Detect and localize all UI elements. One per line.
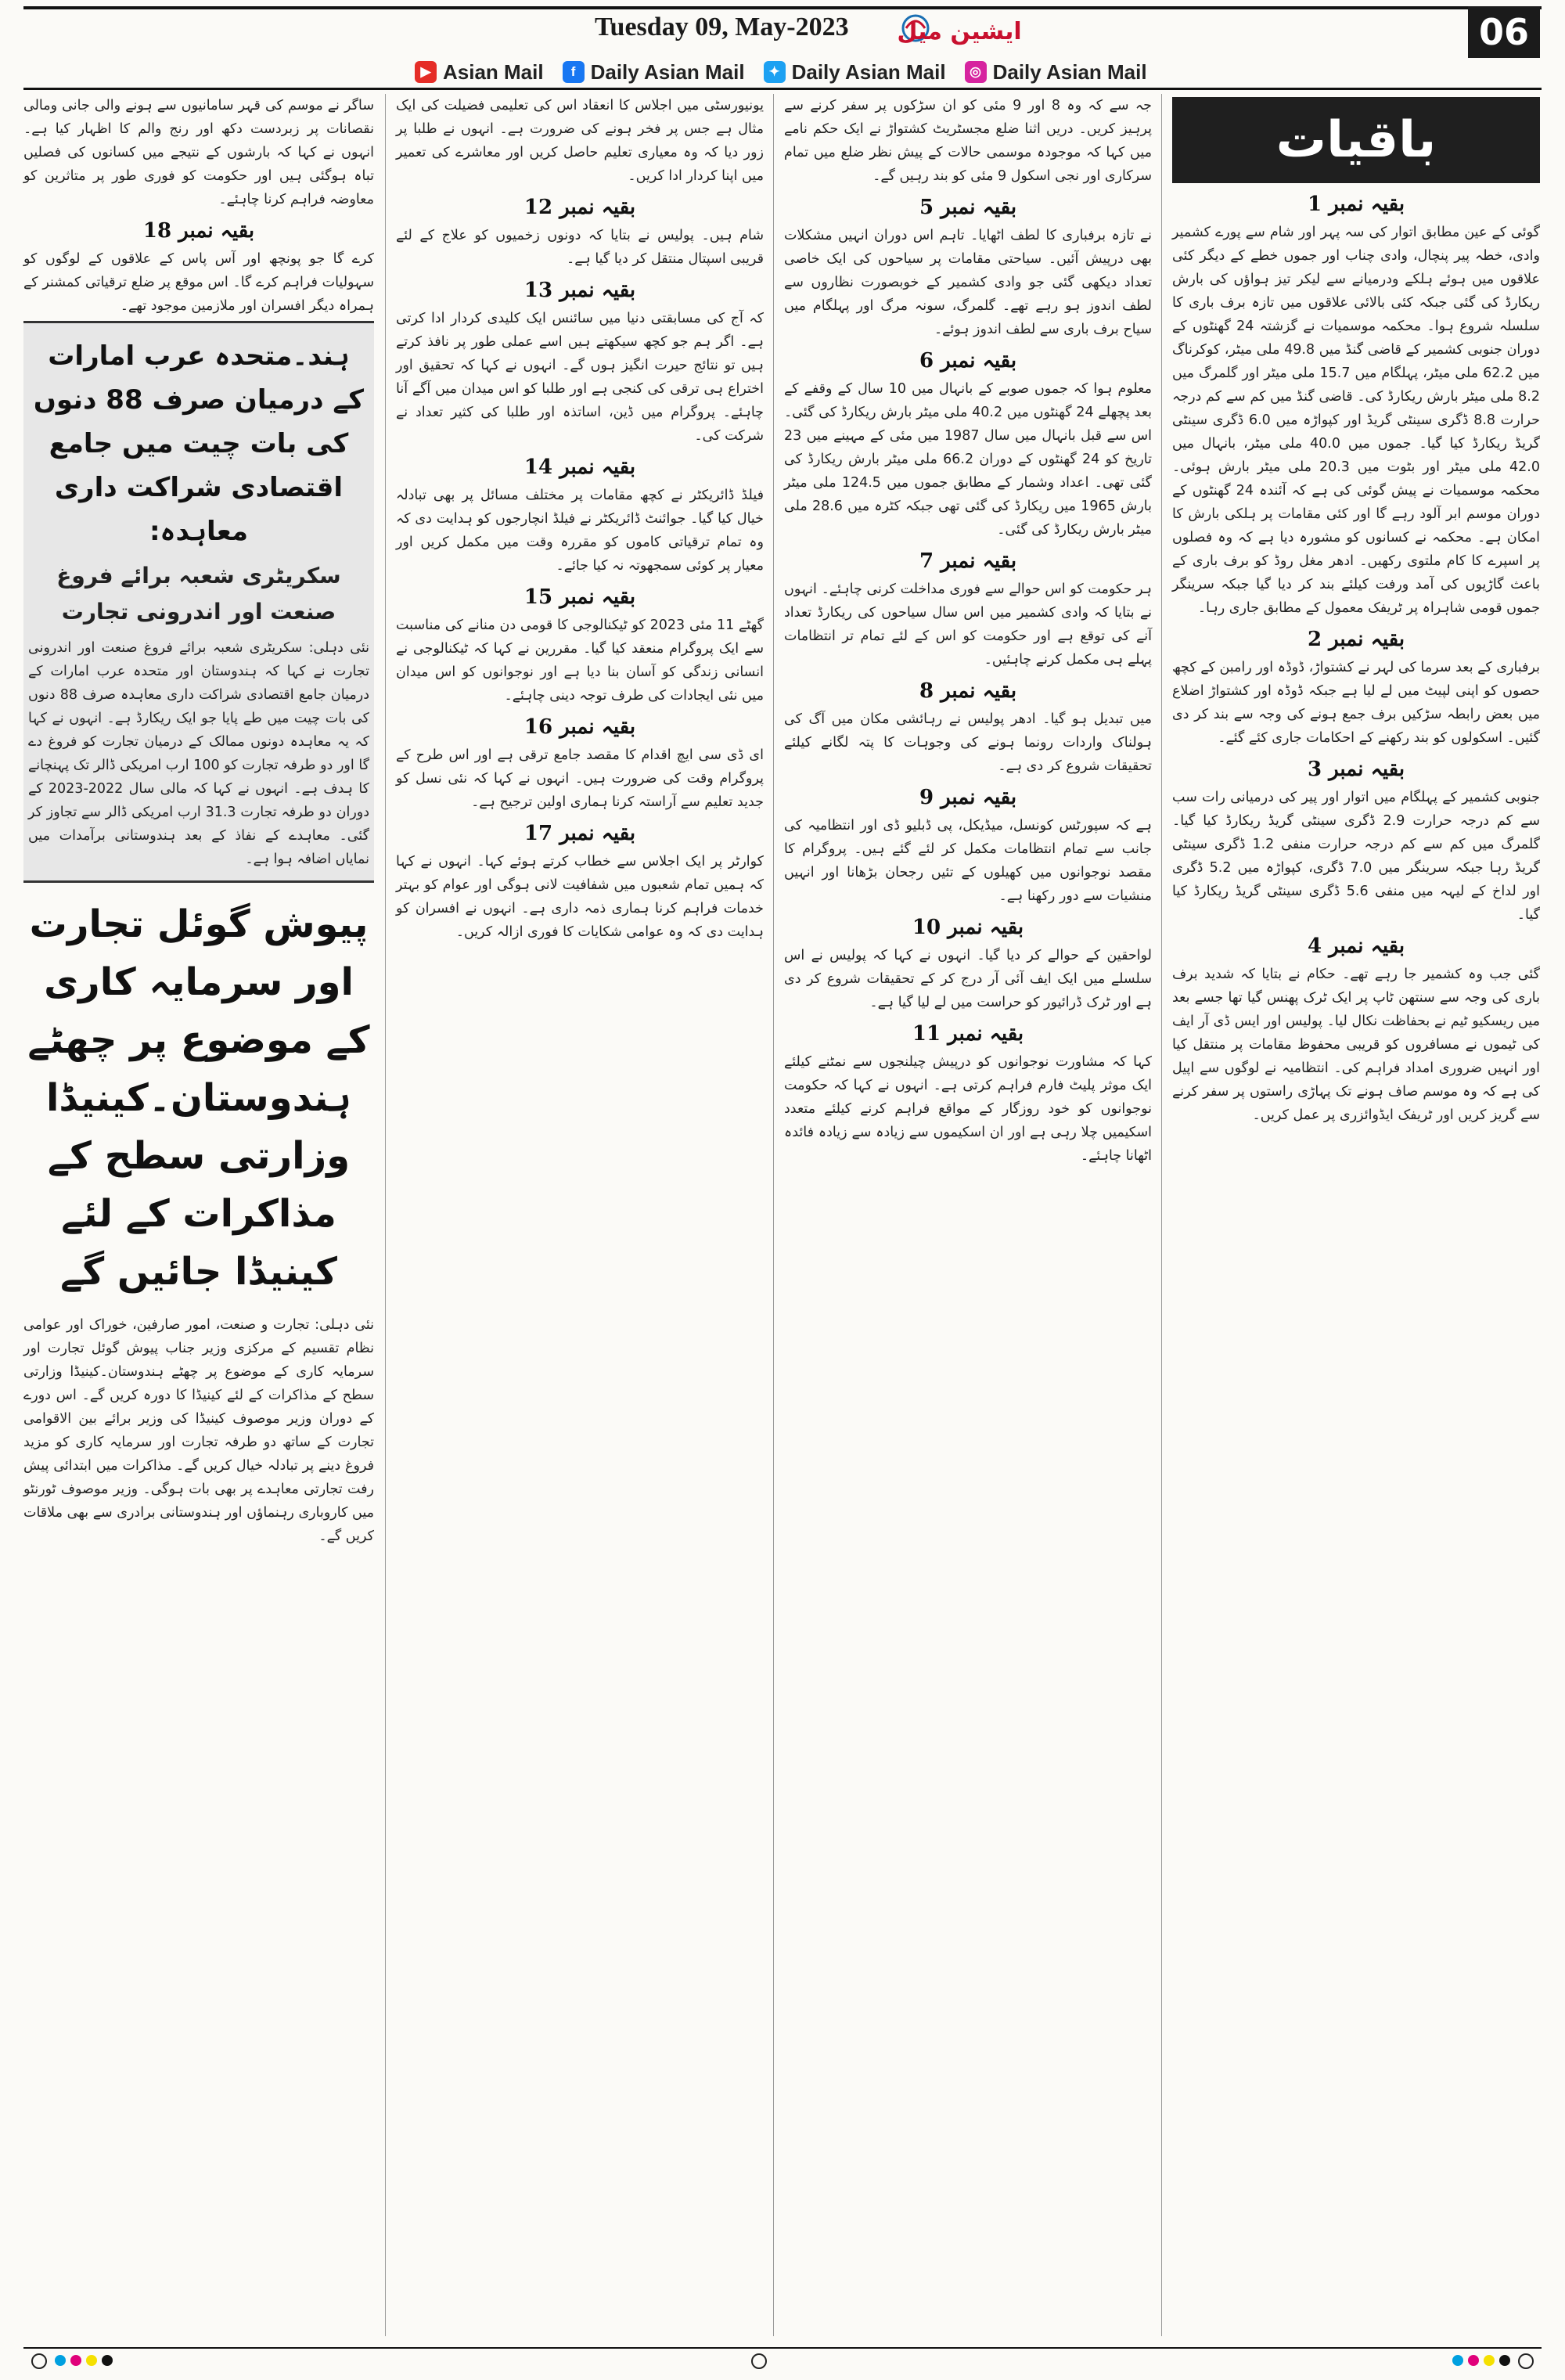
twitter-link[interactable] xyxy=(764,60,946,85)
article-text: جہ سے کہ وہ 8 اور 9 مئی کو ان سڑکوں پر سفر کرنے سے پرہیز کریں۔ دریں اثنا ضلع مجسٹریٹ کشتواڑ نے ایک حکم نامے میں کہا کہ موجودہ موسمی حالات کے پیش نظر ضلع میں تمام سرکاری اور نجی اسکول 9 مئی کو بند رہیں گے۔ xyxy=(784,98,1152,184)
continuation-heading: بقیہ نمبر 6 xyxy=(919,349,1017,373)
continuation-heading: بقیہ نمبر 3 xyxy=(1307,758,1405,781)
column-divider xyxy=(385,94,386,2336)
article-text: کہا کہ مشاورت نوجوانوں کو درپیش چیلنجوں سے نمٹنے کیلئے ایک موثر پلیٹ فارم فراہم کرتی ہے۔ انہوں نے کہا کہ حکومت نوجوانوں کو خود روزگار کے مواقع فراہم کرنے کیلئے متعدد اسکیمیں چلا رہی ہے اور ان اسکیموں سے زیادہ سے زیادہ فائدہ اٹھانا چاہئے۔ xyxy=(784,1054,1152,1164)
continuation-heading: بقیہ نمبر 10 xyxy=(912,916,1024,939)
article-text: گھٹے 11 مئی 2023 کو ٹیکنالوجی کا قومی دن منانے کی مناسبت سے ایک پروگرام منعقد کیا گیا۔ مقررین نے کہا کہ ٹیکنالوجی نے انسانی زندگی کو آسان بنا دیا ہے اور نوجوانوں کو اس میدان میں نئی ایجادات کی طرف توجہ دینی چاہئے۔ xyxy=(396,618,764,704)
column-3 xyxy=(396,94,764,2336)
article-text: کوارٹر پر ایک اجلاس سے خطاب کرتے ہوئے کہا۔ انہوں نے کہا کہ ہمیں تمام شعبوں میں شفافیت لانی ہوگی اور عوام کو بہتر خدمات فراہم کرنا ہماری ذمہ داری ہے۔ انہوں نے افسران کو ہدایت دی کہ وہ عوامی شکایات کا فوری ازالہ کریں۔ xyxy=(396,854,764,940)
article-text: یونیورسٹی میں اجلاس کا انعقاد اس کی تعلیمی فضیلت کی ایک مثال ہے جس پر فخر ہونے کی ضرورت ہے۔ انہوں نے طلبا پر زور دیا کہ وہ معیاری تعلیم حاصل کریں اور معاشرے کی تعمیر میں اپنا کردار ادا کریں۔ xyxy=(396,98,764,184)
magenta-dot xyxy=(1468,2355,1479,2366)
instagram-link[interactable] xyxy=(965,60,1147,85)
continuation-heading: بقیہ نمبر 18 xyxy=(142,219,255,243)
article-text: لواحقین کے حوالے کر دیا گیا۔ انہوں نے کہا کہ پولیس نے اس سلسلے میں ایک ایف آئی آر درج کر کے تحقیقات شروع کر دی ہے اور ٹرک ڈرائیور کو حراست میں لے لیا گیا ہے۔ xyxy=(784,948,1152,1010)
continuation-heading: بقیہ نمبر 8 xyxy=(919,679,1017,703)
social-links xyxy=(415,56,1147,88)
continuation-heading: بقیہ نمبر 16 xyxy=(523,715,636,739)
continuation-heading: بقیہ نمبر 4 xyxy=(1307,934,1405,958)
article-text: معلوم ہوا کہ جموں صوبے کے بانہال میں 10 سال کے وقفے کے بعد پچھلے 24 گھنٹوں میں 40.2 ملی میٹر بارش ریکارڈ کی گئی۔ اس سے قبل بانہال میں سال 1987 میں مئی کے مہینے میں 23 تاریخ کو 24 گھنٹوں کے دوران 66.2 ملی میٹر بارش ریکارڈ کی گئی تھی۔ اعداد وشمار کے مطابق جموں میں 124.5 ملی میٹر بارش 1965 میں ریکارڈ کی گئی تھی جبکہ کٹرہ میں 28.6 ملی میٹر بارش ریکارڈ کی گئی۔ xyxy=(784,381,1153,538)
yellow-dot xyxy=(86,2355,97,2366)
article-text: میں تبدیل ہو گیا۔ ادھر پولیس نے رہائشی مکان میں آگ کی ہولناک واردات رونما ہونے کی وجوہات کا پتہ لگانے کیلئے تحقیقات شروع کر دی ہے۔ xyxy=(784,711,1152,774)
black-dot xyxy=(102,2355,113,2366)
instagram-icon: ◎ xyxy=(965,61,987,83)
cmyk-color-bar xyxy=(55,2355,113,2366)
header-top-rule xyxy=(23,6,1542,9)
facebook-label: Daily Asian Mail xyxy=(590,59,745,84)
article-text: نئی دہلی: سکریٹری شعبہ برائے فروغ صنعت اور اندرونی تجارت نے کہا کہ ہندوستان اور متحدہ عرب امارات کے درمیان جامع اقتصادی شراکت داری معاہدہ صرف 88 دنوں کی بات چیت میں طے پایا جو ایک ریکارڈ ہے۔ انہوں نے کہا کہ یہ معاہدہ دونوں ممالک کے درمیان تجارت کو فروغ دے گا اور دو طرفہ تجارت کو 100 ارب امریکی ڈالر تک پہنچانے کا ہدف ہے۔ انہوں نے کہا کہ مالی سال 2022-2023 کے دوران دو طرفہ تجارت 31.3 ارب امریکی ڈالر سے تجاوز کر گئی۔ معاہدے کے نفاذ کے بعد ہندوستانی برآمدات میں نمایاں اضافہ ہوا ہے۔ xyxy=(28,640,370,867)
article-text: نئی دہلی: تجارت و صنعت، امور صارفین، خوراک اور عوامی نظام تقسیم کے مرکزی وزیر جناب پیوش گوئل تجارت اور سرمایہ کاری کے موضوع پر چھٹے ہندوستان۔کینیڈا وزارتی سطح کے مذاکرات کے لئے کینیڈا کا دورہ کریں گے۔ اس دورے کے دوران وزیر موصوف کینیڈا کی وزیر برائے بین الاقوامی تجارت کے ساتھ دو طرفہ تجارت اور سرمایہ کاری کو مزید فروغ دینے پر تبادلہ خیال کریں گے۔ مذاکرات میں ابتدائی پیش رفت تجارتی معاہدے پر بھی بات ہوگی۔ وزیر موصوف ٹورنٹو میں کاروباری رہنماؤں اور ہندوستانی برادری سے بھی ملاقات کریں گے۔ xyxy=(23,1317,374,1544)
continuation-heading: بقیہ نمبر 15 xyxy=(523,585,636,609)
story-headline: پیوش گوئل تجارت اور سرمایہ کاری کے موضوع پر چھٹے ہندوستان۔کینیڈا وزارتی سطح کے مذاکرات کے لئے کینیڈا جائیں گے xyxy=(27,902,370,1294)
article-text: کہ آج کی مسابقتی دنیا میں سائنس ایک کلیدی کردار ادا کرتی ہے۔ اگر ہم جو کچھ سیکھتے ہیں اسے عملی طور پر نافذ کرتے ہیں تو نتائج حیرت انگیز ہوں گے۔ انہوں نے کہا کہ تحقیق اور اختراع ہی ترقی کی کنجی ہے اور طلبا کو اس میدان میں آگے آنا چاہئے۔ پروگرام میں ڈین، اساتذہ اور طلبا کی کثیر تعداد نے شرکت کی۔ xyxy=(396,311,764,444)
column-4 xyxy=(23,94,374,2336)
masthead-text: ایشین میل xyxy=(897,18,1022,45)
article-text: ہے کہ سپورٹس کونسل، میڈیکل، پی ڈبلیو ڈی اور انتظامیہ کی جانب سے تمام انتظامات مکمل کر لئے گئے ہیں۔ پروگرام کا مقصد نوجوانوں میں کھیلوں کے تئیں رجحان بڑھانا اور انہیں منشیات سے دور رکھنا ہے۔ xyxy=(784,818,1152,904)
twitter-label: Daily Asian Mail xyxy=(791,59,946,84)
continuation-heading: بقیہ نمبر 5 xyxy=(919,196,1017,219)
article-text: کرے گا جو پونچھ اور آس پاس کے علاقوں کے لوگوں کو سہولیات فراہم کرے گا۔ اس موقع پر ضلع ترقیاتی کمشنر کے ہمراہ دیگر افسران اور ملازمین موجود تھے۔ xyxy=(23,251,374,314)
article-text: گئی جب وہ کشمیر جا رہے تھے۔ حکام نے بتایا کہ شدید برف باری کی وجہ سے سنتھن ٹاپ پر ایک ٹرک پھنس گیا تھا جسے بعد میں ریسکیو ٹیم نے بحفاظت نکال لیا۔ پولیس اور ایس ڈی آر ایف کی ٹیموں نے مسافروں کو قریبی محفوظ مقامات پر منتقل کیا اور انہیں ضروری امداد فراہم کی۔ انتظامیہ نے لوگوں سے اپیل کی ہے کہ وہ موسم صاف ہونے تک پہاڑی راستوں پر سفر کرنے سے گریز کریں اور ٹریفک ایڈوائزری پر عمل کریں۔ xyxy=(1172,967,1540,1123)
section-title: باقیات xyxy=(1172,97,1540,183)
article-text: شام ہیں۔ پولیس نے بتایا کہ دونوں زخمیوں کو علاج کے لئے قریبی اسپتال منتقل کر دیا گیا ہے۔ xyxy=(396,228,764,267)
magenta-dot xyxy=(70,2355,81,2366)
story-subheadline: سکریٹری شعبہ برائے فروغ صنعت اور اندرونی تجارت xyxy=(56,563,341,625)
cyan-dot xyxy=(1452,2355,1463,2366)
twitter-icon: ✦ xyxy=(764,61,786,83)
continuation-heading: بقیہ نمبر 11 xyxy=(912,1022,1024,1046)
youtube-icon: ▶ xyxy=(415,61,437,83)
continuation-heading: بقیہ نمبر 2 xyxy=(1307,628,1405,651)
instagram-label: Daily Asian Mail xyxy=(992,59,1147,84)
boxed-news-story xyxy=(23,321,374,883)
column-2 xyxy=(784,94,1152,2336)
page-number: 06 xyxy=(1468,6,1540,58)
continuation-heading: بقیہ نمبر 17 xyxy=(523,822,636,845)
continuation-heading: بقیہ نمبر 14 xyxy=(523,455,636,479)
cyan-dot xyxy=(55,2355,66,2366)
registration-mark-icon xyxy=(31,2353,47,2369)
masthead-logo xyxy=(884,5,1022,56)
continuation-heading: بقیہ نمبر 13 xyxy=(523,279,636,302)
article-text: گوئی کے عین مطابق اتوار کی سہ پہر اور شام سے پورے کشمیر وادی، خطہ پیر پنچال، وادی چناب اور جموں خطے کے دیگر کئی علاقوں میں ہوئے ہلکے ودرمیانے سے لیکر تیز ہواؤں کی بارش ریکارڈ کی گئی جبکہ کئی بالائی علاقوں میں تازہ برف باری کا سلسلہ شروع ہوا۔ محکمہ موسمیات نے گزشتہ 24 گھنٹوں کے دوران جنوبی کشمیر کے قاضی گنڈ میں 49.8 ملی میٹر، کوکرناگ میں 62.2 ملی میٹر، پہلگام میں 15.7 ملی میٹر اور گلمرگ میں 8.2 ملی میٹر بارش ریکارڈ کی۔ قاضی گنڈ میں کم سے کم درجہ حرارت 8.8 ڈگری سینٹی گریڈ اور کپواڑہ میں 6.0 ڈگری سینٹی گریڈ ریکارڈ کیا گیا۔ جموں میں 40.0 ملی میٹر، بانہال میں 42.0 ملی میٹر اور بٹوت میں 20.3 ملی میٹر بارش ہوئی۔ محکمہ موسمیات نے پیش گوئی کی ہے کہ آئندہ 24 گھنٹوں کے دوران موسم ابر آلود رہے گا اور کئی مقامات پر ہلکی بارش کا امکان ہے۔ محکمہ نے کسانوں کو مشورہ دیا ہے کہ وہ فصلوں پر اسپرے کا کام ملتوی رکھیں۔ ادھر مغل روڈ کو برف باری کے باعث گاڑیوں کی آمد ورفت کیلئے بند کر دیا گیا جبکہ سرینگر جموں قومی شاہراہ پر ٹریفک معمول کے مطابق جاری رہا۔ xyxy=(1172,225,1541,616)
article-text: فیلڈ ڈائریکٹر نے کچھ مقامات پر مختلف مسائل پر بھی تبادلہ خیال کیا گیا۔ جوائنٹ ڈائریکٹر نے فیلڈ انچارجوں کو ہدایت دی کہ وہ تمام ترقیاتی کاموں کو مقررہ وقت میں مکمل کریں اور معیار پر کوئی سمجھوتہ نہ کیا جائے۔ xyxy=(396,488,764,574)
facebook-link[interactable] xyxy=(563,60,745,85)
continuation-heading: بقیہ نمبر 12 xyxy=(523,196,636,219)
youtube-link[interactable] xyxy=(415,60,544,85)
registration-mark-icon xyxy=(1518,2353,1534,2369)
story-headline: ہند۔متحدہ عرب امارات کے درمیان صرف 88 دنوں کی بات چیت میں جامع اقتصادی شراکت داری معاہدہ: xyxy=(33,340,365,547)
column-divider xyxy=(773,94,774,2336)
footer-rule xyxy=(23,2347,1542,2349)
youtube-label: Asian Mail xyxy=(443,59,544,84)
column-divider xyxy=(1161,94,1162,2336)
article-text: ای ڈی سی ایچ اقدام کا مقصد جامع ترقی ہے اور اس طرح کے پروگرام وقت کی ضرورت ہیں۔ انہوں نے کہا کہ نئی نسل کو جدید تعلیم سے آراستہ کرنا ہماری اولین ترجیح ہے۔ xyxy=(396,747,764,810)
continuation-heading: بقیہ نمبر 7 xyxy=(919,549,1017,573)
registration-mark-icon xyxy=(751,2353,767,2369)
header-bottom-rule xyxy=(23,88,1542,90)
article-text: برفباری کے بعد سرما کی لہر نے کشتواڑ، ڈوڈہ اور رامبن کے کچھ حصوں کو اپنی لپیٹ میں لے لیا ہے جبکہ ڈوڈہ اور کشتواڑ اضلاع میں بعض رابطہ سڑکیں برف جمع ہونے کی وجہ سے بند کر دی گئیں۔ اسکولوں کو بند رکھنے کے احکامات جاری کئے گئے۔ xyxy=(1172,660,1540,746)
article-text: ہر حکومت کو اس حوالے سے فوری مداخلت کرنی چاہئے۔ انہوں نے بتایا کہ وادی کشمیر میں اس سال سیاحوں کی ریکارڈ تعداد آنے کی توقع ہے اور حکومت کو اس کے لئے تمام تر انتظامات پہلے ہی مکمل کرنے چاہئیں۔ xyxy=(784,581,1152,668)
cmyk-color-bar xyxy=(1452,2355,1510,2366)
issue-date: Tuesday 09, May-2023 xyxy=(595,13,849,41)
continuation-heading: بقیہ نمبر 1 xyxy=(1307,193,1405,216)
continuation-heading: بقیہ نمبر 9 xyxy=(919,786,1017,809)
column-1 xyxy=(1172,94,1540,2336)
article-text: جنوبی کشمیر کے پہلگام میں اتوار اور پیر کی درمیانی رات سب سے کم درجہ حرارت 2.9 ڈگری سینٹی گریڈ ریکارڈ کیا گیا۔ گلمرگ میں کم سے کم درجہ حرارت منفی 1.2 ڈگری سینٹی گریڈ رہا جبکہ سرینگر میں 7.0 ڈگری، کپواڑہ میں 5.2 ڈگری اور لداخ کے لیہہ میں منفی 5.6 ڈگری سینٹی گریڈ ریکارڈ کیا گیا۔ xyxy=(1172,790,1540,923)
facebook-icon: f xyxy=(563,61,585,83)
article-text: نے تازہ برفباری کا لطف اٹھایا۔ تاہم اس دوران انہیں مشکلات بھی درپیش آئیں۔ سیاحتی مقامات پر سیاحوں کی ایک خاصی تعداد دیکھی گئی جو وادی کشمیر کے خوبصورت نظاروں سے لطف اندوز ہو رہے تھے۔ گلمرگ، سونہ مرگ اور پہلگام میں سیاح برف باری سے لطف اندوز ہوئے۔ xyxy=(784,228,1152,337)
article-text: ساگر نے موسم کی قہر سامانیوں سے ہونے والی جانی ومالی نقصانات پر زبردست دکھ اور رنج والم کا اظہار کیا ہے۔ انہوں نے کہا کہ بارشوں کے نتیجے میں کسانوں کی فصلیں تباہ ہوگئی ہیں اور حکومت کو فوری طور پر متاثرین کو معاوضہ فراہم کرنا چاہئے۔ xyxy=(23,98,374,207)
black-dot xyxy=(1499,2355,1510,2366)
yellow-dot xyxy=(1484,2355,1495,2366)
